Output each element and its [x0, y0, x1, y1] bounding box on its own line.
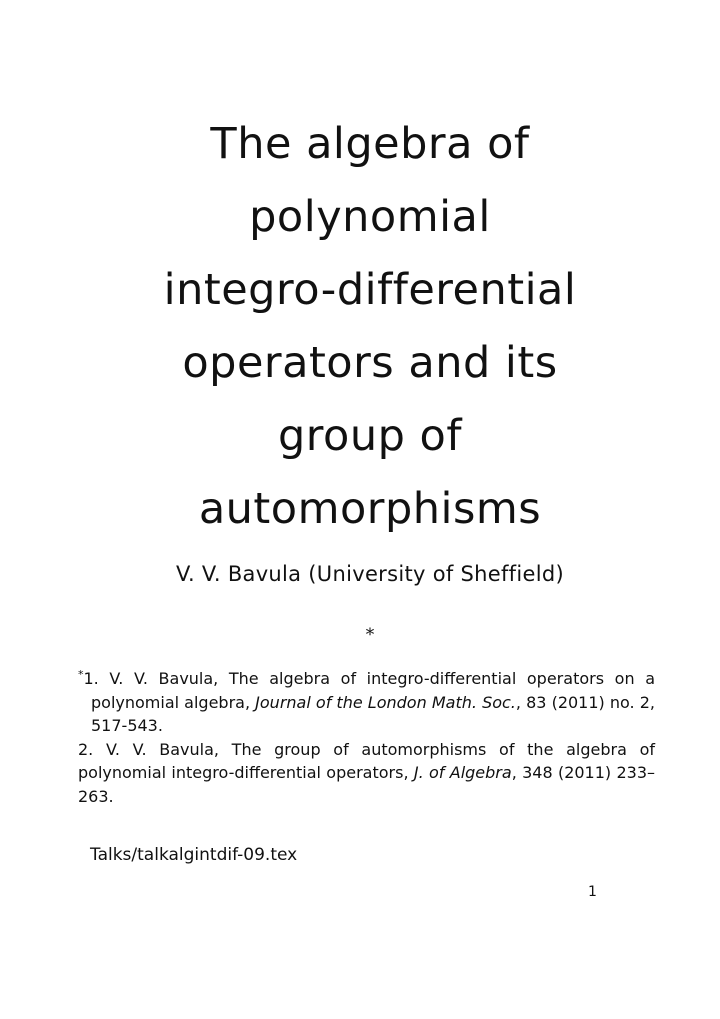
reference-item	[78, 738, 655, 809]
paper-title	[90, 108, 650, 546]
title-line: integro-differential	[163, 265, 577, 315]
tex-filename: Talks/talkalgintdif-09.tex	[90, 845, 298, 865]
author-line: V. V. Bavula (University of Sheffield)	[176, 562, 564, 586]
reference-journal: Journal of the London Math. Soc.	[255, 692, 516, 712]
page-number: 1	[588, 884, 597, 900]
reference-item	[78, 663, 655, 738]
title-line: group of	[278, 411, 462, 461]
reference-number: 1.	[83, 669, 99, 688]
reference-number: 2.	[78, 739, 94, 759]
title-line: operators and its	[182, 338, 558, 388]
title-line: The algebra of	[210, 119, 530, 169]
footnote-symbol: *	[365, 625, 375, 645]
reference-text: V. V. Bavula, The algebra of integro-differential operators on a polynomial algebra,	[91, 669, 655, 712]
reference-journal: J. of Algebra	[413, 763, 512, 782]
reference-details: , 348 (2011) 233–263.	[78, 763, 656, 806]
title-line: polynomial	[249, 192, 491, 242]
reference-details: , 83 (2011) no. 2, 517-543.	[91, 692, 656, 735]
references	[78, 663, 655, 808]
reference-text: V. V. Bavula, The group of automorphisms of the algebra of polynomial integro-differential operators,	[78, 739, 655, 782]
footnote-marker: *	[78, 668, 84, 681]
title-line: automorphisms	[198, 484, 542, 534]
